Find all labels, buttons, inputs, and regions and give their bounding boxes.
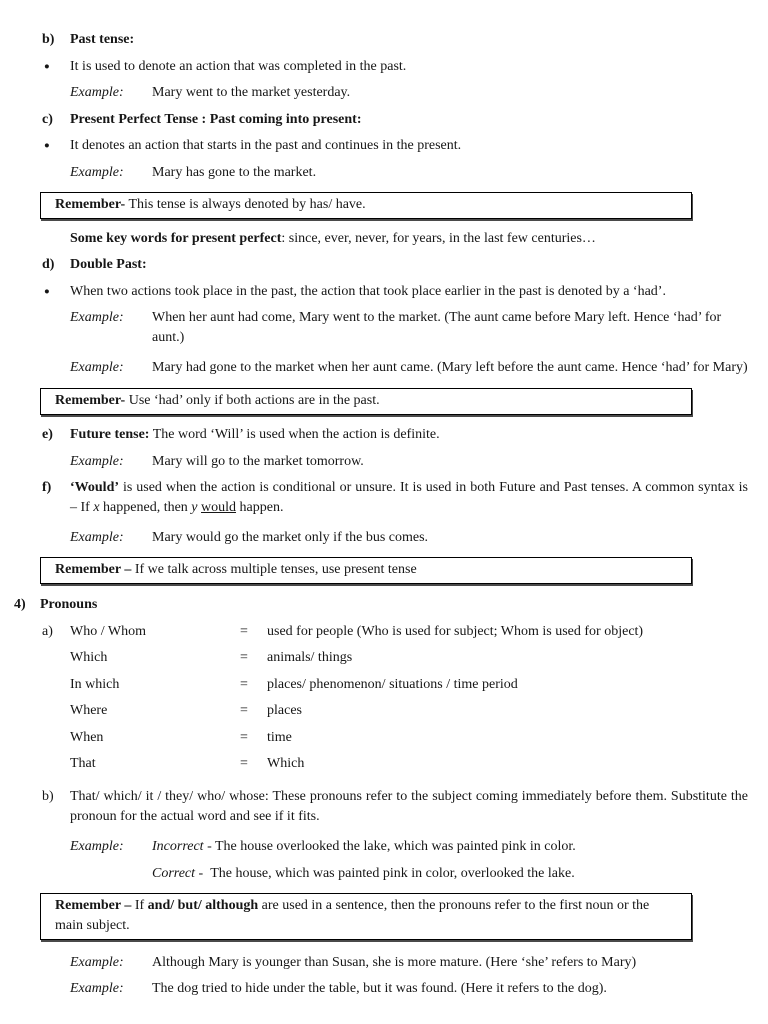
example-line-would (70, 528, 748, 548)
item-label-spacer (42, 701, 70, 721)
remember-lead: Remember – (55, 897, 132, 913)
incorrect-text: - The house overlooked the lake, which was painted pink in color. (203, 839, 576, 854)
pronoun-term: Which (70, 650, 108, 665)
equals-sign: = (240, 676, 248, 692)
item-title-future-tense: Future tense: (70, 427, 150, 442)
keywords-line (70, 229, 748, 249)
would-bold: ‘Would’ (70, 480, 120, 495)
remember-box-had (40, 388, 692, 415)
item-label-spacer (42, 675, 70, 695)
pronoun-row-in-which (42, 675, 748, 695)
example-label: Example: (70, 453, 124, 469)
remember-bold-conjunctions: and/ but/ although (147, 897, 259, 913)
example-text: Mary went to the market yesterday. (152, 85, 351, 100)
item-title-present-perfect: Present Perfect Tense : Past coming into present: (70, 111, 362, 127)
remember-t1: If (131, 897, 148, 913)
example-text: Although Mary is younger than Susan, she is more mature. (Here ‘she’ refers to Mary) (152, 954, 637, 970)
bullet-icon: ● (44, 141, 50, 151)
incorrect-label: Incorrect (152, 839, 204, 854)
equals-sign: = (240, 703, 248, 718)
example-line-future (70, 452, 748, 472)
would-t2: happened, then (99, 500, 192, 515)
example-label: Example: (70, 85, 124, 100)
remember-text: This tense is always denoted by has/ have. (125, 196, 366, 212)
remember-lead: Remember- (55, 393, 126, 408)
remember-box-multiple-tenses (40, 557, 692, 584)
equals-sign: = (240, 729, 248, 745)
pronoun-definition: time (267, 729, 292, 745)
example-text: Mary had gone to the market when her aunt came. (Mary left before the aunt came. Hence ‘had’ for Mary) (152, 360, 748, 375)
example-label: Example: (70, 954, 124, 970)
example-label: Example: (70, 839, 124, 854)
heading-future-tense (42, 425, 748, 445)
correct-label: Correct - (152, 865, 204, 881)
example-text: The dog tried to hide under the table, but it was found. (Here it refers to the dog). (152, 981, 607, 996)
remember-lead: Remember – (55, 562, 132, 577)
example-label: Example: (70, 310, 124, 325)
heading-present-perfect (42, 110, 748, 130)
pronoun-row-when (42, 728, 748, 748)
example-line-correct (70, 864, 748, 884)
item-label-b: b) (42, 32, 55, 47)
item-label-spacer (42, 754, 70, 774)
bullet-point-past-tense (44, 57, 748, 77)
pronoun-term: When (70, 729, 104, 745)
example-line-dog (70, 979, 748, 999)
remember-text: Use ‘had’ only if both actions are in the past. (125, 393, 380, 408)
paragraph-would (42, 478, 748, 518)
example-line-double-past-2 (70, 358, 748, 378)
example-text: Mary will go to the market tomorrow. (152, 453, 364, 469)
equals-sign: = (240, 756, 248, 771)
remember-t2: are used in a sentence, then the pronouns refer to the first noun or the main subject. (55, 897, 650, 933)
example-line-mary-susan (70, 953, 748, 973)
bullet-text: It is used to denote an action that was completed in the past. (70, 58, 407, 74)
example-label: Example: (70, 981, 124, 996)
pronoun-term: That (70, 756, 96, 771)
item-text-future (70, 425, 748, 445)
example-label: Example: (70, 530, 124, 545)
would-underlined: would (201, 500, 237, 515)
remember-lead: Remember- (55, 196, 126, 212)
pronoun-definition: places/ phenomenon/ situations / time period (267, 676, 518, 692)
pronoun-row-where (42, 701, 748, 721)
heading-double-past (42, 255, 748, 275)
pronoun-definition: animals/ things (267, 650, 353, 665)
item-label-spacer (42, 648, 70, 668)
pronoun-term: Where (70, 703, 108, 718)
example-text: When her aunt had come, Mary went to the market. (The aunt came before Mary left. Hence ‘had’ for aunt.) (152, 310, 722, 345)
would-t1: is used when the action is conditional or unsure. It is used in both Future and Past tenses. A common syntax is – If (70, 480, 748, 515)
keywords-lead: Some key words for present perfect (70, 230, 282, 246)
pronoun-definition: places (267, 703, 302, 718)
item-label-e: e) (42, 427, 53, 442)
example-text (152, 837, 748, 857)
paragraph-would-text (70, 478, 748, 518)
bullet-icon: ● (44, 286, 50, 297)
pronoun-definition: used for people (Who is used for subject; Whom is used for object) (267, 623, 644, 639)
example-text: Mary has gone to the market. (152, 164, 317, 180)
pronoun-row-that (42, 754, 748, 774)
heading-past-tense (42, 30, 748, 50)
section-number: 4) (14, 597, 26, 612)
pronoun-term: Who / Whom (70, 623, 146, 639)
var-x: x (93, 500, 100, 515)
example-label-spacer (70, 864, 152, 884)
example-label: Example: (70, 164, 124, 180)
section-pronouns (14, 595, 748, 615)
example-text: Mary would go the market only if the bus comes. (152, 530, 429, 545)
item-label-d: d) (42, 257, 55, 272)
keywords-rest: : since, ever, never, for years, in the last few centuries… (281, 230, 596, 246)
would-t3: happen. (236, 500, 284, 515)
example-text (152, 864, 748, 884)
paragraph-pronoun-text: That/ which/ it / they/ who/ whose: These pronouns refer to the subject coming immediately before them. Substitute the pronoun for the actual word and see if it fits. (70, 789, 748, 824)
pronoun-definition: Which (267, 756, 305, 771)
example-line-present-perfect (70, 163, 748, 183)
section-title: Pronouns (40, 597, 98, 612)
item-label-c: c) (42, 111, 53, 127)
example-line-past-tense (70, 83, 748, 103)
remember-box-conjunctions (40, 893, 692, 940)
correct-text: The house, which was painted pink in color, overlooked the lake. (210, 865, 575, 881)
paragraph-pronoun-reference (42, 787, 748, 827)
var-y: y (191, 500, 198, 515)
example-line-incorrect (70, 837, 748, 857)
bullet-icon: ● (44, 61, 50, 72)
item-title-double-past: Double Past: (70, 257, 147, 272)
equals-sign: = (240, 623, 248, 639)
item-title-past-tense: Past tense: (70, 32, 135, 47)
item-label-b2: b) (42, 789, 54, 804)
bullet-text: When two actions took place in the past, the action that took place earlier in the past is denoted by a ‘had’. (70, 283, 666, 299)
example-label: Example: (70, 360, 124, 375)
pronoun-row-which (42, 648, 748, 668)
remember-box-has-have (40, 192, 692, 219)
bullet-point-double-past (44, 282, 748, 302)
item-label-f: f) (42, 480, 52, 495)
bullet-point-present-perfect (44, 136, 748, 156)
pronoun-row-who-whom (42, 622, 748, 642)
item-rest-future: The word ‘Will’ is used when the action is definite. (149, 427, 440, 442)
pronoun-term: In which (70, 676, 120, 692)
example-line-double-past-1 (70, 308, 748, 348)
remember-text: If we talk across multiple tenses, use present tense (131, 562, 417, 577)
keywords-text (70, 229, 748, 249)
equals-sign: = (240, 650, 248, 665)
item-label-a: a) (42, 623, 53, 639)
item-label-spacer (42, 728, 70, 748)
bullet-text: It denotes an action that starts in the past and continues in the present. (70, 138, 462, 153)
